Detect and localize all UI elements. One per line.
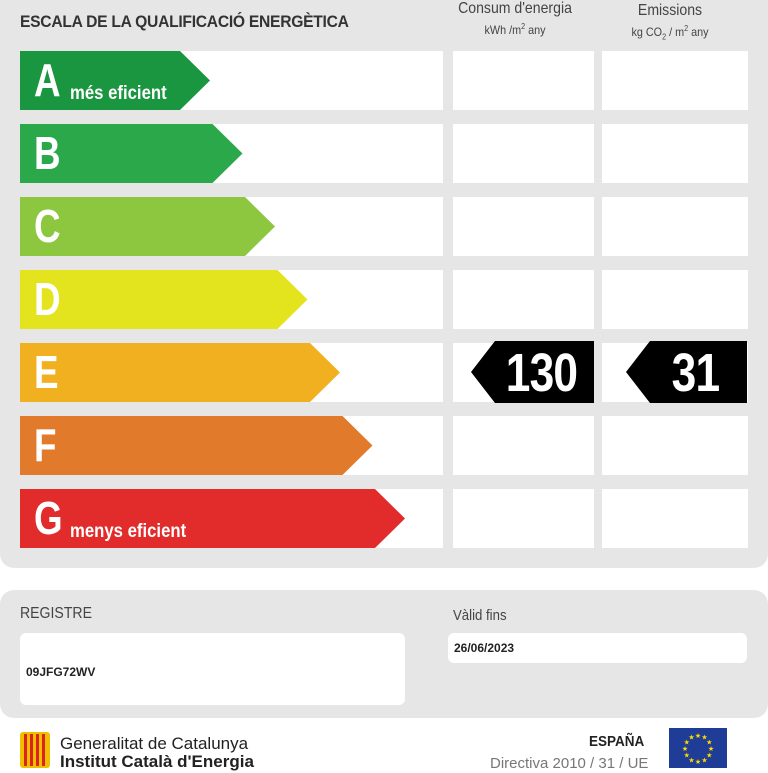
svg-text:★: ★ [688, 734, 695, 742]
svg-text:★: ★ [688, 757, 695, 765]
grade-subtitle: més eficient [70, 83, 167, 104]
svg-text:★: ★ [701, 734, 708, 742]
emissions-rating-marker-value: 31 [671, 343, 720, 403]
consum-cell [453, 197, 594, 256]
valid-field [448, 633, 747, 663]
grade-arrow-f [20, 416, 373, 475]
eu-flag-icon [669, 728, 727, 768]
org-name-1: Generalitat de Catalunya [60, 734, 249, 753]
page-title: ESCALA DE LA QUALIFICACIÓ ENERGÈTICA [20, 12, 349, 31]
grade-letter: G [34, 492, 63, 544]
emissions-cell [602, 197, 748, 256]
grade-arrow-c [20, 197, 275, 256]
consum-rating-marker [471, 341, 594, 403]
svg-text:★: ★ [681, 746, 689, 753]
valid-value: 26/06/2023 [454, 641, 515, 655]
consum-header [445, 0, 585, 37]
emissions-title: Emissions [637, 2, 703, 19]
svg-text:★: ★ [707, 746, 715, 753]
grade-letter: C [34, 200, 61, 252]
registre-field [20, 633, 405, 705]
svg-text:★: ★ [694, 759, 702, 766]
grade-arrow-b [20, 124, 243, 183]
svg-text:★: ★ [683, 739, 690, 747]
grade-letter: F [34, 419, 57, 471]
emissions-cell [602, 124, 748, 183]
svg-text:★: ★ [683, 752, 690, 760]
emissions-cell [602, 489, 748, 548]
grade-letter: B [34, 127, 61, 179]
emissions-rating-marker [626, 341, 747, 403]
grade-letter: A [34, 54, 61, 106]
emissions-cell [602, 270, 748, 329]
consum-unit: kWh $/m^2$ any [484, 22, 546, 37]
consum-title: Consum d'energia [458, 0, 572, 17]
svg-text:★: ★ [706, 752, 713, 760]
consum-cell [453, 270, 594, 329]
consum-cell [453, 489, 594, 548]
grade-letter: E [34, 346, 59, 398]
grade-arrow-g [20, 489, 405, 548]
consum-cell [453, 416, 594, 475]
svg-text:★: ★ [701, 757, 708, 765]
registre-label: REGISTRE [20, 605, 92, 622]
grade-letter: D [34, 273, 61, 325]
consum-cell [453, 51, 594, 110]
svg-text:★: ★ [694, 733, 702, 740]
country-label: ESPAÑA [589, 733, 645, 750]
emissions-cell [602, 416, 748, 475]
emissions-cell [602, 51, 748, 110]
directive-label: Directiva 2010 / 31 / UE [490, 755, 649, 772]
grade-arrow-a [20, 51, 210, 110]
consum-cell [453, 124, 594, 183]
generalitat-logo-icon [20, 732, 50, 768]
grade-arrow-e [20, 343, 340, 402]
consum-rating-marker-value: 130 [505, 343, 578, 403]
registre-value: 09JFG72WV [26, 665, 96, 679]
valid-label: Vàlid fins [453, 607, 507, 624]
grade-subtitle: menys eficient [70, 521, 187, 542]
svg-text:★: ★ [706, 739, 713, 747]
grade-arrow-d [20, 270, 308, 329]
emissions-header [597, 2, 743, 41]
org-name-2: Institut Català d'Energia [60, 752, 254, 771]
emissions-unit: kg $CO_2 / m^2$ any [631, 24, 709, 42]
